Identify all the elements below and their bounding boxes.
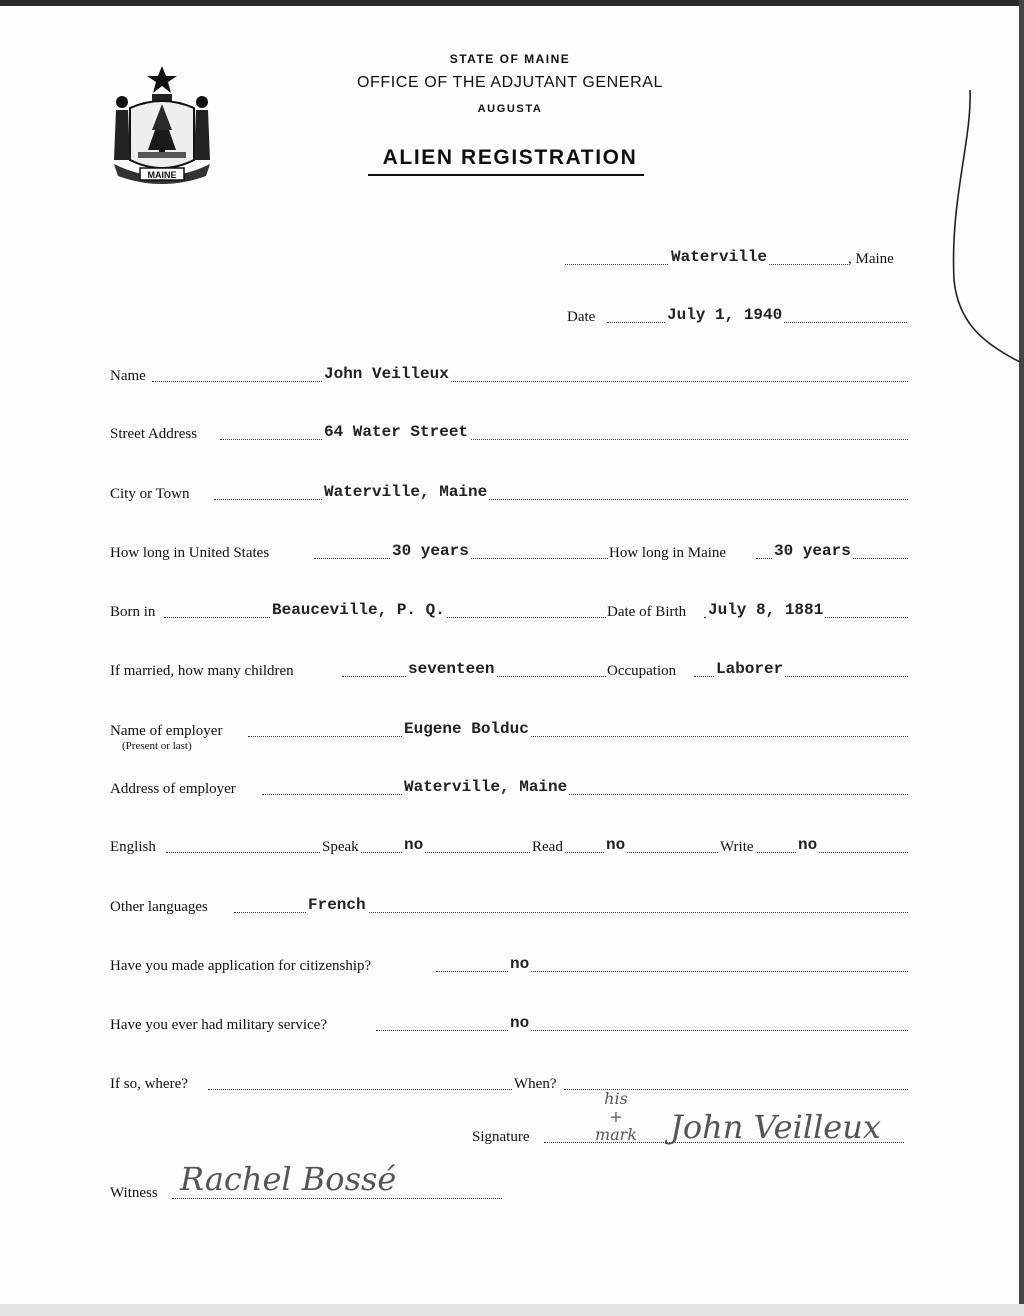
signature-mark: his + mark [594, 1089, 638, 1144]
speak-label: Speak [322, 839, 359, 855]
english-label: English [110, 839, 156, 855]
when-label: When? [514, 1076, 557, 1092]
military-label: Have you ever had military service? [110, 1017, 327, 1033]
how-long-us-label: How long in United States [110, 545, 270, 561]
occupation-label: Occupation [607, 663, 677, 679]
employer-address-row [110, 776, 910, 798]
employer-name-label: Name of employer [110, 723, 223, 739]
citizenship-label: Have you made application for citizenship? [110, 958, 372, 974]
occupation-value: Laborer [716, 660, 784, 678]
date-row [567, 304, 910, 326]
date-of-birth-label: Date of Birth [607, 604, 687, 620]
employer-name-sublabel: (Present or last) [122, 740, 192, 752]
header-office: OFFICE OF THE ADJUTANT GENERAL [356, 74, 664, 91]
name-label: Name [110, 368, 146, 384]
date-label: Date [567, 309, 596, 325]
children-label: If married, how many children [110, 663, 294, 679]
city-row [110, 481, 910, 503]
born-in-label: Born in [110, 604, 156, 620]
city-label: City or Town [110, 486, 190, 502]
employer-address-label: Address of employer [110, 781, 236, 797]
maine-state-seal-icon [108, 64, 216, 188]
children-value: seventeen [408, 660, 495, 678]
place-suffix: , Maine [848, 251, 894, 267]
write-value: no [798, 836, 818, 854]
military-value: no [510, 1014, 530, 1032]
citizenship-value: no [510, 955, 530, 973]
how-long-maine-label: How long in Maine [609, 545, 727, 561]
employer-name-row [110, 718, 910, 752]
other-languages-value: French [308, 896, 366, 914]
title-underline [368, 174, 644, 176]
where-label: If so, where? [110, 1076, 188, 1092]
born-in-value: Beauceville, P. Q. [272, 601, 445, 619]
how-long-us-value: 30 years [392, 542, 469, 560]
seal-motto: MAINE [147, 170, 177, 180]
place-value: Waterville [671, 248, 768, 266]
read-value: no [606, 836, 626, 854]
residence-row [110, 540, 910, 562]
street-address-label: Street Address [110, 426, 198, 442]
name-value: John Veilleux [324, 365, 449, 383]
other-languages-label: Other languages [110, 899, 208, 915]
page-curl-shadow [940, 80, 1024, 380]
citizenship-row [110, 953, 910, 975]
name-row [110, 363, 910, 385]
street-address-value: 64 Water Street [324, 423, 469, 441]
scan-edge-bottom [0, 1304, 1024, 1316]
witness-signature: Rachel Bossé [180, 1160, 397, 1198]
date-value: July 1, 1940 [667, 306, 783, 324]
street-address-row [110, 421, 910, 443]
date-of-birth-value: July 8, 1881 [708, 601, 824, 619]
speak-value: no [404, 836, 424, 854]
employer-address-value: Waterville, Maine [404, 778, 568, 796]
family-row [110, 658, 910, 680]
scan-edge-top [0, 0, 1024, 6]
birth-row [110, 599, 910, 621]
service-details-row [110, 1071, 910, 1093]
place-row [565, 246, 910, 268]
write-label: Write [720, 839, 754, 855]
city-value: Waterville, Maine [324, 483, 488, 501]
signature-value: John Veilleux [670, 1108, 881, 1146]
read-label: Read [532, 839, 563, 855]
witness-label: Witness [110, 1185, 158, 1201]
header-city: AUGUSTA [477, 103, 543, 115]
military-row [110, 1012, 910, 1034]
english-row [110, 834, 910, 856]
how-long-maine-value: 30 years [774, 542, 851, 560]
form-title: ALIEN REGISTRATION [382, 146, 638, 169]
employer-name-value: Eugene Bolduc [404, 720, 529, 738]
other-languages-row [110, 894, 910, 916]
signature-label: Signature [472, 1129, 530, 1145]
header-state: STATE OF MAINE [449, 52, 571, 66]
